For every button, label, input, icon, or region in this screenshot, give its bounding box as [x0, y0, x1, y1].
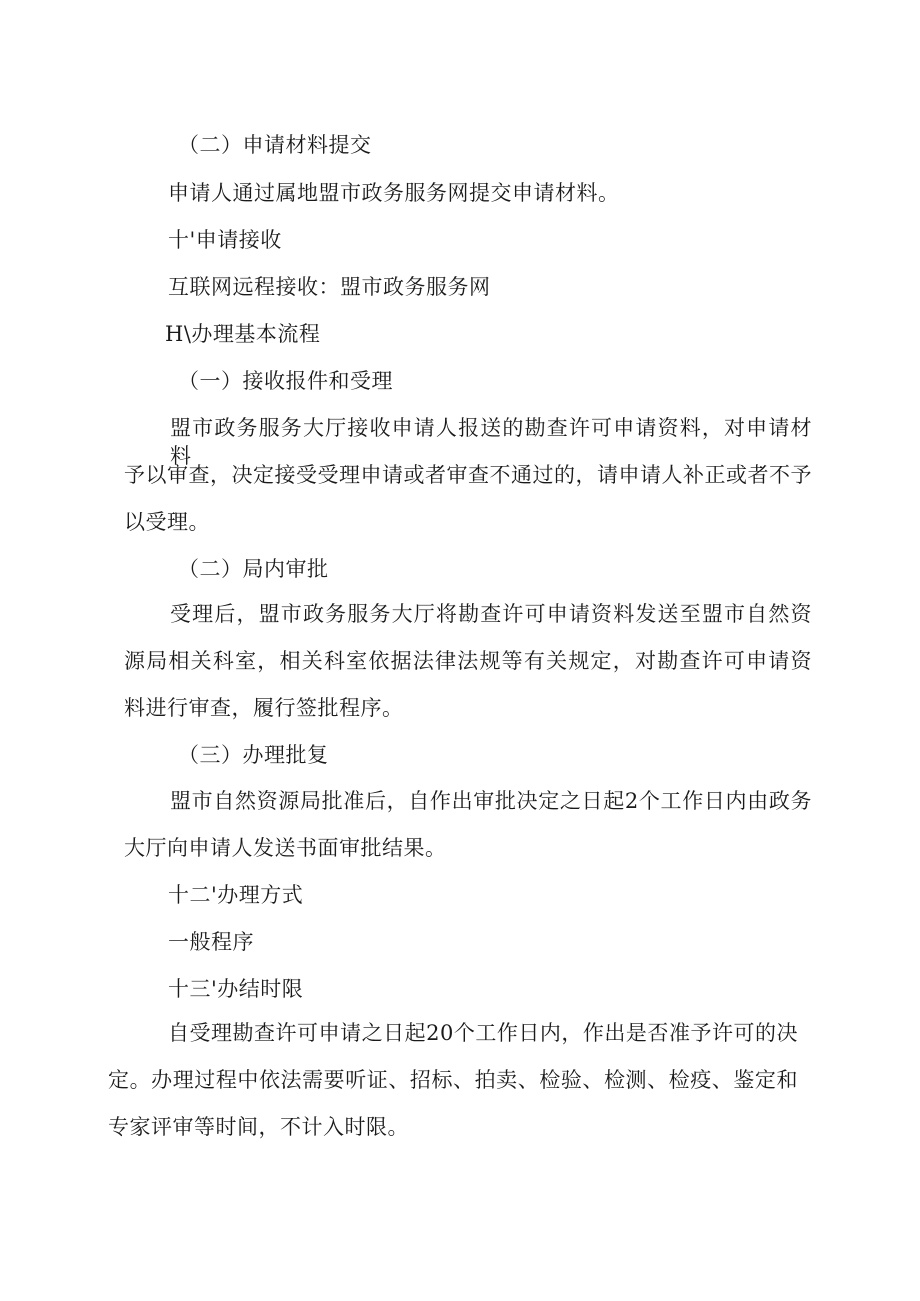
paragraph-line: 大厅向申请人发送书面审批结果。: [124, 836, 447, 860]
paragraph-line: 一般程序: [168, 930, 254, 954]
paragraph-line: 定。办理过程中依法需要听证、招标、拍卖、检验、检测、检疫、鉴定和: [108, 1068, 798, 1092]
subheading-approval-reply: （三）办理批复: [178, 743, 329, 767]
section-heading-handling-method: 十二'办理方式: [168, 883, 304, 907]
paragraph-line: 自受理勘查许可申请之日起20个工作日内，作出是否准予许可的决: [168, 1021, 798, 1045]
paragraph-line: 申请人通过属地盟市政务服务网提交申请材料。: [168, 181, 620, 205]
section-heading-time-limit: 十三'办结时限: [168, 977, 304, 1001]
paragraph-line: 盟市政务服务大厅接收申请人报送的勘查许可申请资料，对申请材料: [170, 416, 812, 468]
section-heading-application-receipt: 十'申请接收: [168, 228, 282, 252]
paragraph-line: 源局相关科室，相关科室依据法律法规等有关规定，对勘查许可申请资: [124, 649, 812, 673]
paragraph-line: 互联网远程接收：盟市政务服务网: [168, 275, 491, 299]
section-heading-basic-process: H\办理基本流程: [165, 322, 321, 346]
paragraph-line: 受理后，盟市政务服务大厅将勘查许可申请资料发送至盟市自然资: [170, 602, 812, 626]
paragraph-line: 盟市自然资源局批准后，自作出审批决定之日起2个工作日内由政务: [170, 789, 812, 813]
paragraph-line: 以受理。: [124, 510, 210, 534]
paragraph-line: 料进行审查，履行签批程序。: [124, 696, 404, 720]
subheading-internal-approval: （二）局内审批: [178, 557, 329, 581]
paragraph-line: 予以审查，决定接受受理申请或者审查不通过的，请申请人补正或者不予: [124, 463, 812, 487]
subheading-receive-and-accept: （一）接收报件和受理: [178, 369, 393, 393]
paragraph-line: 专家评审等时间，不计入时限。: [108, 1115, 409, 1139]
subheading-material-submission: （二）申请材料提交: [178, 133, 372, 157]
